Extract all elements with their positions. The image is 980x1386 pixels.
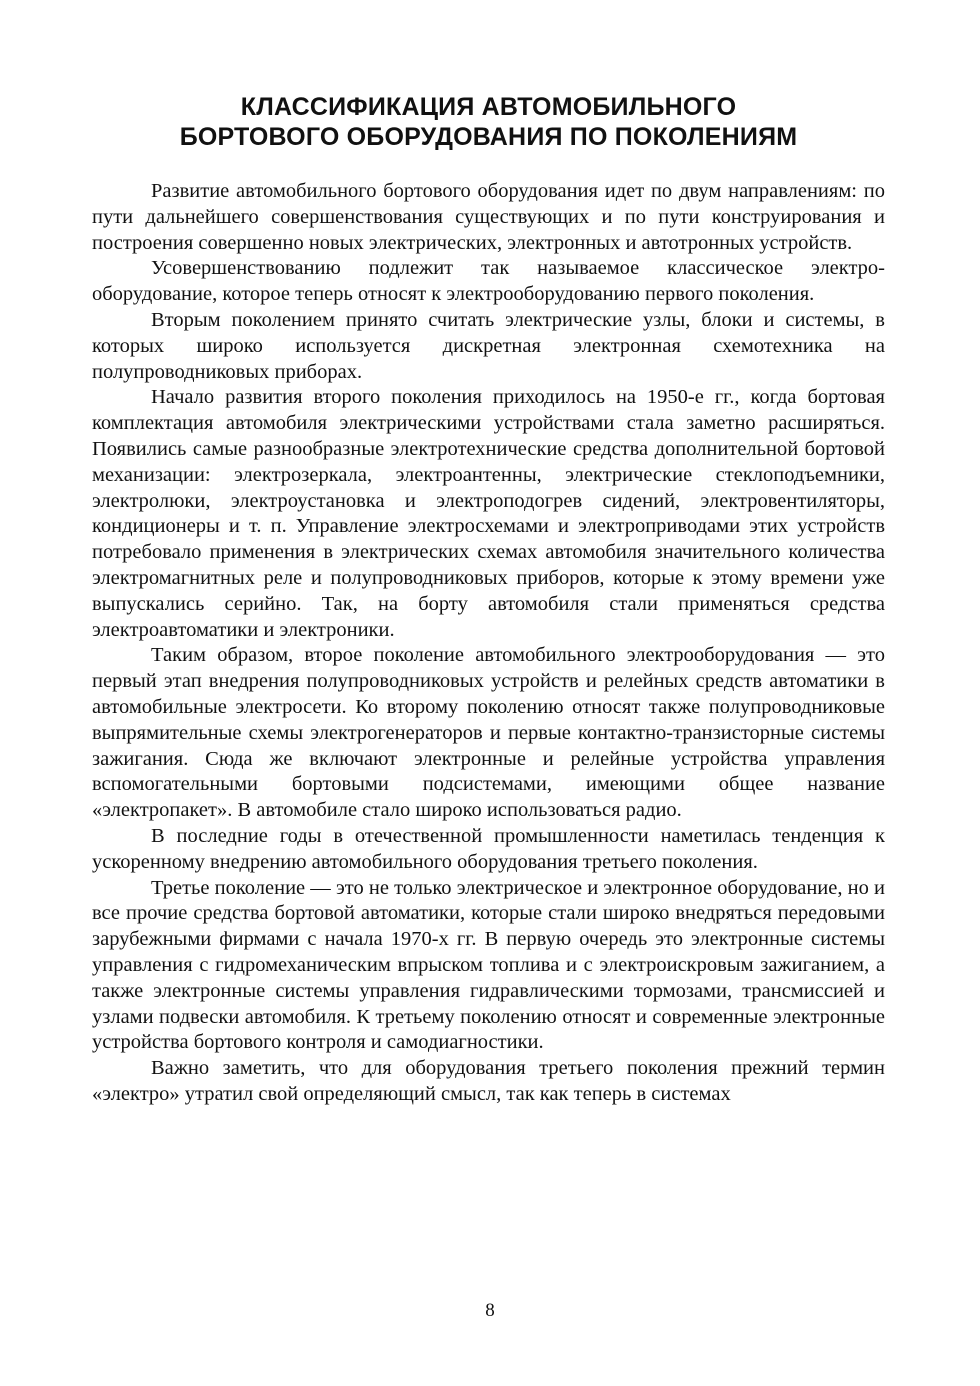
paragraph-6: В последние годы в отечественной промышленности наметилась тенденция к ускоренному внедрению автомобильного оборудования третьего поколения. — [92, 824, 885, 873]
chapter-title — [92, 92, 885, 152]
paragraph-8: Важно заметить, что для оборудования третьего поколения прежний термин «электро» утратил свой определяющий смысл, так как теперь в системах — [92, 1057, 885, 1105]
paragraph-5: Таким образом, второе поколение автомобильного электрооборудования — это первый этап внедрения полупроводниковых устройств и релейных средств автоматики в автомобильные электросети. Ко второму поколению относят также полупроводниковые выпрямительные схемы электрогенераторов и первые контактно-транзисторные системы зажигания. Сюда же включают электронные и релейные устройства управления вспомогательными бортовыми подсистемами, имеющими общее название «электропакет». В автомобиле стало широко использоваться радио. — [92, 644, 885, 822]
paragraph-1: Развитие автомобильного бортового оборудования идет по двум направлениям: по пути дальнейшего совершенствования существующих и по пути конструирования и построения совершенно новых электрических, электронных и автотронных устройств. — [92, 180, 885, 254]
document-page — [92, 92, 885, 1108]
chapter-title-line-1: КЛАССИФИКАЦИЯ АВТОМОБИЛЬНОГО — [240, 93, 737, 121]
paragraph-4: Начало развития второго поколения приходилось на 1950-е гг., когда бортовая комплектация автомобиля электрическими устройствами стала заметно расширяться. Появились самые разнообразные электротехнические средства дополнительной бортовой механизации: электрозеркала, электроантенны, электрические стеклоподъемники, электролюки, электроустановка и электроподогрев сидений, электровентиляторы, кондиционеры и т. п. Управление электросхемами и электроприводами этих устройств потребовало применения в электрических схемах автомобиля значительного количества электромагнитных реле и полупроводниковых приборов, которые к этому времени уже выпускались серийно. Так, на борту автомобиля стали применяться средства электроавтоматики и электроники. — [92, 386, 885, 641]
paragraph-3: Вторым поколением принято считать электрические узлы, блоки и системы, в которых широко используется дискретная электронная схемотехника на полупроводниковых приборах. — [92, 308, 885, 383]
paragraph-2: Усовершенствованию подлежит так называемое классическое электрооборудование, которое теперь относят к электрооборудованию первого поколения. — [92, 257, 885, 306]
chapter-title-line-2: БОРТОВОГО ОБОРУДОВАНИЯ ПО ПОКОЛЕНИЯМ — [179, 123, 798, 151]
page-number: 8 — [485, 1300, 495, 1321]
paragraph-7: Третье поколение — это не только электрическое и электронное оборудование, но и все прочие средства бортовой автоматики, которые стали широко внедряться передовыми зарубежными фирмами с начала 1970-х гг. В первую очередь это электронные системы управления с гидромеханическим впрыском топлива и с электроискровым зажиганием, а также электронные системы управления гидравлическими тормозами, трансмиссией и узлами подвески автомобиля. К третьему поколению относят и современные электронные устройства бортового контроля и самодиагностики. — [92, 876, 885, 1054]
